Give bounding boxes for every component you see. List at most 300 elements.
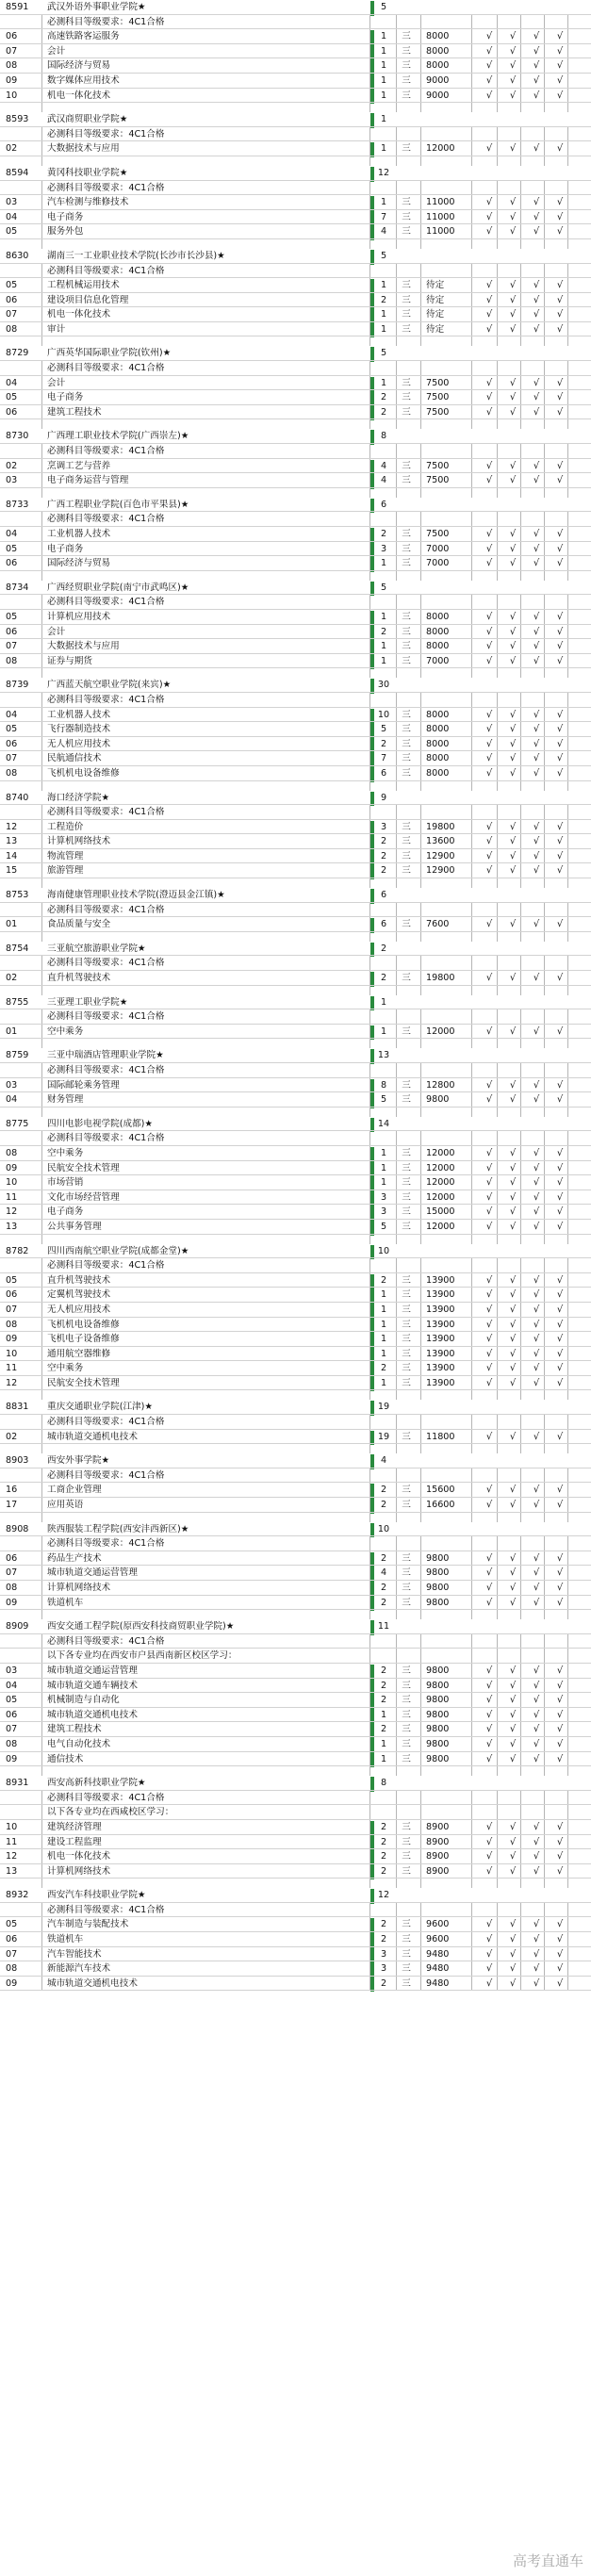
- requirement-row: [0, 1536, 591, 1551]
- check-mark: √: [556, 1695, 564, 1706]
- major-plan-count: 2: [380, 1552, 387, 1564]
- requirement-text: 必测科目等级要求：4C1合格: [47, 958, 165, 969]
- major-name: 城市轨道交通机电技术: [47, 1709, 138, 1720]
- school-plan-count: 9: [380, 792, 387, 803]
- requirement-text: 必测科目等级要求：4C1合格: [47, 363, 165, 374]
- major-row: [0, 89, 591, 104]
- study-years: 三: [402, 377, 411, 388]
- check-mark: √: [485, 1289, 493, 1301]
- major-code: 04: [6, 529, 18, 539]
- major-plan-count: 19: [377, 1431, 390, 1442]
- check-mark: √: [509, 406, 517, 418]
- check-mark: √: [533, 1094, 540, 1106]
- check-mark: √: [556, 753, 564, 764]
- tuition-fee: 12800: [426, 1079, 455, 1091]
- check-mark: √: [485, 460, 493, 471]
- school-name: 广西理工职业技术学院(广西崇左)★: [47, 431, 189, 442]
- school-code: 8753: [6, 890, 29, 901]
- tuition-fee: 13900: [426, 1363, 455, 1374]
- school-code: 8775: [6, 1118, 29, 1129]
- major-code: 15: [6, 865, 18, 877]
- check-mark: √: [509, 626, 517, 637]
- major-code: 06: [6, 406, 18, 418]
- major-plan-count: 5: [380, 1094, 387, 1106]
- check-mark: √: [485, 475, 493, 486]
- check-mark: √: [509, 655, 517, 666]
- study-years: 三: [402, 197, 411, 208]
- school-name: 武汉商贸职业学院★: [47, 114, 128, 125]
- school-plan-count: 1: [380, 114, 387, 125]
- check-mark: √: [556, 1485, 564, 1496]
- major-row: [0, 1078, 591, 1093]
- tuition-fee: 19800: [426, 821, 455, 832]
- study-years: 三: [402, 1025, 411, 1037]
- major-name: 电子商务: [47, 1206, 84, 1218]
- tuition-fee: 8000: [426, 60, 450, 72]
- requirement-row: [0, 805, 591, 820]
- check-mark: √: [533, 377, 540, 388]
- major-code: 07: [6, 1948, 18, 1960]
- school-name: 西安汽车科技职业学院★: [47, 1890, 146, 1901]
- study-years: 三: [402, 836, 411, 847]
- check-mark: √: [556, 1147, 564, 1158]
- major-plan-count: 2: [380, 850, 387, 861]
- major-name: 空中乘务: [47, 1025, 84, 1037]
- check-mark: √: [556, 611, 564, 622]
- tuition-fee: 8000: [426, 31, 450, 42]
- check-mark: √: [509, 865, 517, 877]
- major-name: 无人机应用技术: [47, 738, 111, 749]
- check-mark: √: [533, 850, 540, 861]
- school-name: 三亚理工职业学院★: [47, 996, 128, 1008]
- tuition-fee: 8000: [426, 626, 450, 637]
- check-mark: √: [485, 709, 493, 720]
- check-mark: √: [485, 323, 493, 335]
- study-years: 三: [402, 1724, 411, 1735]
- school-name: 广西蓝天航空职业学院(来宾)★: [47, 680, 172, 691]
- major-row: [0, 195, 591, 210]
- major-row: [0, 1190, 591, 1206]
- major-plan-count: 1: [380, 641, 387, 652]
- check-mark: √: [509, 1094, 517, 1106]
- school-plan-count: 11: [377, 1621, 390, 1633]
- check-mark: √: [509, 1431, 517, 1442]
- study-years: 三: [402, 850, 411, 861]
- major-row: [0, 1977, 591, 1992]
- major-row: [0, 1820, 591, 1835]
- check-mark: √: [533, 626, 540, 637]
- tuition-fee: 13900: [426, 1334, 455, 1345]
- study-years: 三: [402, 1597, 411, 1608]
- section-spacer: [0, 419, 591, 429]
- major-plan-count: 1: [380, 1377, 387, 1388]
- school-row: [0, 1453, 591, 1468]
- major-row: [0, 639, 591, 654]
- check-mark: √: [485, 1334, 493, 1345]
- study-years: 三: [402, 323, 411, 335]
- major-name: 城市轨道交通车辆技术: [47, 1680, 138, 1691]
- check-mark: √: [533, 543, 540, 554]
- check-mark: √: [533, 1274, 540, 1286]
- school-name: 广西经贸职业学院(南宁市武鸣区)★: [47, 582, 189, 593]
- check-mark: √: [533, 1206, 540, 1218]
- study-years: 三: [402, 919, 411, 930]
- major-code: 06: [6, 1552, 18, 1564]
- tuition-fee: 11000: [426, 211, 455, 222]
- study-years: 三: [402, 1753, 411, 1764]
- school-plan-count: 8: [380, 431, 387, 442]
- check-mark: √: [533, 1334, 540, 1345]
- major-row: [0, 1303, 591, 1318]
- check-mark: √: [509, 1191, 517, 1203]
- tuition-fee: 12000: [426, 1191, 455, 1203]
- check-mark: √: [509, 1665, 517, 1676]
- major-code: 06: [6, 294, 18, 305]
- major-code: 05: [6, 280, 18, 291]
- major-row: [0, 1679, 591, 1694]
- major-row: [0, 849, 591, 864]
- section-spacer: [0, 488, 591, 498]
- check-mark: √: [485, 1821, 493, 1832]
- check-mark: √: [533, 558, 540, 569]
- major-row: [0, 1288, 591, 1303]
- check-mark: √: [509, 1025, 517, 1037]
- major-name: 机电一体化技术: [47, 1851, 111, 1862]
- check-mark: √: [509, 1147, 517, 1158]
- tuition-fee: 7000: [426, 558, 450, 569]
- requirement-text: 必测科目等级要求：4C1合格: [47, 1635, 165, 1647]
- tuition-fee: 7500: [426, 406, 450, 418]
- major-row: [0, 1498, 591, 1513]
- major-code: 12: [6, 1206, 18, 1218]
- check-mark: √: [509, 45, 517, 57]
- check-mark: √: [533, 460, 540, 471]
- requirement-text: 必测科目等级要求：4C1合格: [47, 265, 165, 276]
- major-code: 05: [6, 1919, 18, 1930]
- check-mark: √: [485, 1079, 493, 1091]
- major-name: 电子商务: [47, 543, 84, 554]
- major-code: 12: [6, 821, 18, 832]
- major-row: [0, 1693, 591, 1708]
- study-years: 三: [402, 1665, 411, 1676]
- school-name: 广西英华国际职业学院(钦州)★: [47, 348, 172, 359]
- tuition-fee: 7500: [426, 377, 450, 388]
- requirement-row: [0, 181, 591, 196]
- section-spacer: [0, 1444, 591, 1453]
- major-name: 国际经济与贸易: [47, 60, 111, 72]
- study-years: 三: [402, 406, 411, 418]
- major-row: [0, 1737, 591, 1752]
- check-mark: √: [485, 280, 493, 291]
- school-plan-count: 12: [377, 167, 390, 178]
- major-row: [0, 58, 591, 74]
- check-mark: √: [509, 294, 517, 305]
- school-plan-count: 1: [380, 996, 387, 1008]
- major-code: 13: [6, 1865, 18, 1877]
- check-mark: √: [556, 1431, 564, 1442]
- check-mark: √: [485, 1836, 493, 1847]
- check-mark: √: [485, 1851, 493, 1862]
- major-row: [0, 1376, 591, 1391]
- check-mark: √: [509, 1836, 517, 1847]
- check-mark: √: [509, 323, 517, 335]
- major-code: 06: [6, 738, 18, 749]
- section-spacer: [0, 1235, 591, 1244]
- check-mark: √: [533, 280, 540, 291]
- major-name: 大数据技术与应用: [47, 143, 120, 155]
- major-plan-count: 2: [380, 294, 387, 305]
- major-name: 建筑工程技术: [47, 1724, 102, 1735]
- check-mark: √: [533, 1934, 540, 1945]
- study-years: 三: [402, 1206, 411, 1218]
- check-mark: √: [485, 1977, 493, 1989]
- check-mark: √: [509, 724, 517, 735]
- check-mark: √: [485, 558, 493, 569]
- major-name: 汽车智能技术: [47, 1948, 102, 1960]
- major-plan-count: 2: [380, 1865, 387, 1877]
- check-mark: √: [556, 280, 564, 291]
- study-years: 三: [402, 1680, 411, 1691]
- check-mark: √: [533, 1919, 540, 1930]
- school-code: 8932: [6, 1890, 29, 1901]
- school-row: [0, 166, 591, 181]
- check-mark: √: [485, 641, 493, 652]
- tuition-fee: 7500: [426, 475, 450, 486]
- major-code: 06: [6, 1289, 18, 1301]
- school-row: [0, 112, 591, 127]
- major-plan-count: 3: [380, 543, 387, 554]
- major-code: 09: [6, 74, 18, 86]
- check-mark: √: [556, 406, 564, 418]
- school-row: [0, 346, 591, 361]
- tuition-fee: 12000: [426, 1147, 455, 1158]
- requirement-text: 必测科目等级要求：4C1合格: [47, 1260, 165, 1272]
- tuition-fee: 16600: [426, 1500, 455, 1511]
- check-mark: √: [485, 392, 493, 403]
- major-plan-count: 2: [380, 392, 387, 403]
- major-row: [0, 610, 591, 625]
- check-mark: √: [556, 45, 564, 57]
- check-mark: √: [509, 74, 517, 86]
- check-mark: √: [556, 1836, 564, 1847]
- check-mark: √: [533, 226, 540, 238]
- check-mark: √: [556, 738, 564, 749]
- major-plan-count: 8: [380, 1079, 387, 1091]
- major-row: [0, 1917, 591, 1932]
- school-plan-count: 5: [380, 582, 387, 593]
- check-mark: √: [533, 529, 540, 539]
- requirement-row: [0, 595, 591, 610]
- tuition-fee: 8900: [426, 1821, 450, 1832]
- check-mark: √: [556, 836, 564, 847]
- major-name: 建设工程监理: [47, 1836, 102, 1847]
- requirement-text: 必测科目等级要求：4C1合格: [47, 514, 165, 525]
- tuition-fee: 8900: [426, 1865, 450, 1877]
- school-name: 西安交通工程学院(原西安科技商贸职业学院)★: [47, 1621, 235, 1633]
- tuition-fee: 9000: [426, 90, 450, 101]
- major-row: [0, 1318, 591, 1333]
- major-row: [0, 1932, 591, 1947]
- major-row: [0, 556, 591, 571]
- school-name: 四川西南航空职业学院(成都金堂)★: [47, 1245, 189, 1256]
- check-mark: √: [509, 1500, 517, 1511]
- major-name: 无人机应用技术: [47, 1304, 111, 1315]
- major-name: 通信技术: [47, 1753, 84, 1764]
- tuition-fee: 待定: [426, 294, 445, 305]
- study-years: 三: [402, 392, 411, 403]
- major-row: [0, 1273, 591, 1288]
- study-years: 三: [402, 1162, 411, 1173]
- check-mark: √: [533, 1851, 540, 1862]
- check-mark: √: [509, 529, 517, 539]
- major-code: 08: [6, 1319, 18, 1330]
- check-mark: √: [509, 767, 517, 779]
- major-row: [0, 863, 591, 878]
- check-mark: √: [509, 1680, 517, 1691]
- major-row: [0, 1961, 591, 1977]
- study-years: 三: [402, 60, 411, 72]
- check-mark: √: [485, 865, 493, 877]
- school-name: 三亚中瑞酒店管理职业学院★: [47, 1050, 164, 1061]
- school-row: [0, 791, 591, 806]
- section-spacer: [0, 1766, 591, 1776]
- requirement-row: [0, 1791, 591, 1806]
- major-row: [0, 737, 591, 752]
- major-code: 14: [6, 850, 18, 861]
- major-plan-count: 1: [380, 323, 387, 335]
- check-mark: √: [533, 1948, 540, 1960]
- major-code: 13: [6, 836, 18, 847]
- check-mark: √: [485, 1597, 493, 1608]
- school-code: 8739: [6, 680, 29, 691]
- major-name: 食品质量与安全: [47, 919, 111, 930]
- check-mark: √: [556, 1191, 564, 1203]
- major-name: 大数据技术与应用: [47, 641, 120, 652]
- check-mark: √: [509, 641, 517, 652]
- study-years: 三: [402, 1695, 411, 1706]
- check-mark: √: [556, 1094, 564, 1106]
- check-mark: √: [509, 1485, 517, 1496]
- major-name: 证券与期货: [47, 655, 92, 666]
- major-plan-count: 2: [380, 529, 387, 539]
- requirement-text: 以下各专业均在西咸校区学习：: [47, 1807, 174, 1818]
- school-code: 8730: [6, 431, 29, 442]
- check-mark: √: [485, 1025, 493, 1037]
- study-years: 三: [402, 1851, 411, 1862]
- study-years: 三: [402, 143, 411, 155]
- tuition-fee: 12000: [426, 1177, 455, 1189]
- tuition-fee: 8000: [426, 709, 450, 720]
- major-row: [0, 1220, 591, 1235]
- tuition-fee: 9800: [426, 1709, 450, 1720]
- check-mark: √: [556, 1597, 564, 1608]
- study-years: 三: [402, 1274, 411, 1286]
- major-code: 12: [6, 1377, 18, 1388]
- major-row: [0, 1722, 591, 1737]
- school-row: [0, 0, 591, 15]
- major-name: 机械制造与自动化: [47, 1695, 120, 1706]
- major-plan-count: 2: [380, 1274, 387, 1286]
- check-mark: √: [556, 90, 564, 101]
- check-mark: √: [485, 1500, 493, 1511]
- major-code: 07: [6, 1304, 18, 1315]
- check-mark: √: [485, 1919, 493, 1930]
- check-mark: √: [485, 406, 493, 418]
- check-mark: √: [556, 60, 564, 72]
- major-code: 06: [6, 31, 18, 42]
- major-code: 07: [6, 641, 18, 652]
- section-spacer: [0, 1879, 591, 1888]
- major-name: 电子商务: [47, 211, 84, 222]
- school-name: 湖南三一工业职业技术学院(长沙市长沙县)★: [47, 250, 225, 261]
- major-plan-count: 1: [380, 1319, 387, 1330]
- study-years: 三: [402, 1304, 411, 1315]
- requirement-row: [0, 444, 591, 459]
- major-row: [0, 210, 591, 225]
- school-row: [0, 1776, 591, 1791]
- major-code: 06: [6, 1709, 18, 1720]
- check-mark: √: [533, 1753, 540, 1764]
- major-name: 计算机网络技术: [47, 1865, 111, 1877]
- major-name: 城市轨道交通机电技术: [47, 1431, 138, 1442]
- tuition-fee: 7500: [426, 460, 450, 471]
- check-mark: √: [509, 919, 517, 930]
- check-mark: √: [509, 1377, 517, 1388]
- requirement-text: 必测科目等级要求：4C1合格: [47, 1065, 165, 1075]
- check-mark: √: [509, 1319, 517, 1330]
- major-name: 城市轨道交通机电技术: [47, 1977, 138, 1989]
- major-row: [0, 1205, 591, 1220]
- check-mark: √: [509, 197, 517, 208]
- major-plan-count: 10: [377, 709, 390, 720]
- study-years: 三: [402, 626, 411, 637]
- check-mark: √: [556, 655, 564, 666]
- major-code: 07: [6, 1724, 18, 1735]
- study-years: 三: [402, 558, 411, 569]
- check-mark: √: [533, 1289, 540, 1301]
- major-plan-count: 1: [380, 377, 387, 388]
- check-mark: √: [509, 558, 517, 569]
- check-mark: √: [533, 1680, 540, 1691]
- major-plan-count: 2: [380, 1485, 387, 1496]
- major-name: 计算机网络技术: [47, 836, 111, 847]
- check-mark: √: [533, 641, 540, 652]
- major-plan-count: 1: [380, 31, 387, 42]
- major-code: 16: [6, 1485, 18, 1496]
- school-code: 8754: [6, 943, 29, 954]
- school-row: [0, 1244, 591, 1259]
- check-mark: √: [485, 377, 493, 388]
- school-name: 广西工程职业学院(百色市平果县)★: [47, 499, 189, 510]
- check-mark: √: [556, 1162, 564, 1173]
- major-plan-count: 1: [380, 1709, 387, 1720]
- check-mark: √: [509, 90, 517, 101]
- check-mark: √: [556, 1680, 564, 1691]
- check-mark: √: [485, 31, 493, 42]
- check-mark: √: [556, 1079, 564, 1091]
- tuition-fee: 8000: [426, 724, 450, 735]
- school-row: [0, 995, 591, 1010]
- check-mark: √: [556, 1567, 564, 1579]
- check-mark: √: [533, 1348, 540, 1359]
- study-years: 三: [402, 460, 411, 471]
- requirement-row: [0, 1634, 591, 1649]
- check-mark: √: [556, 323, 564, 335]
- check-mark: √: [509, 1851, 517, 1862]
- check-mark: √: [556, 1977, 564, 1989]
- major-name: 高速铁路客运服务: [47, 31, 120, 42]
- check-mark: √: [509, 1738, 517, 1749]
